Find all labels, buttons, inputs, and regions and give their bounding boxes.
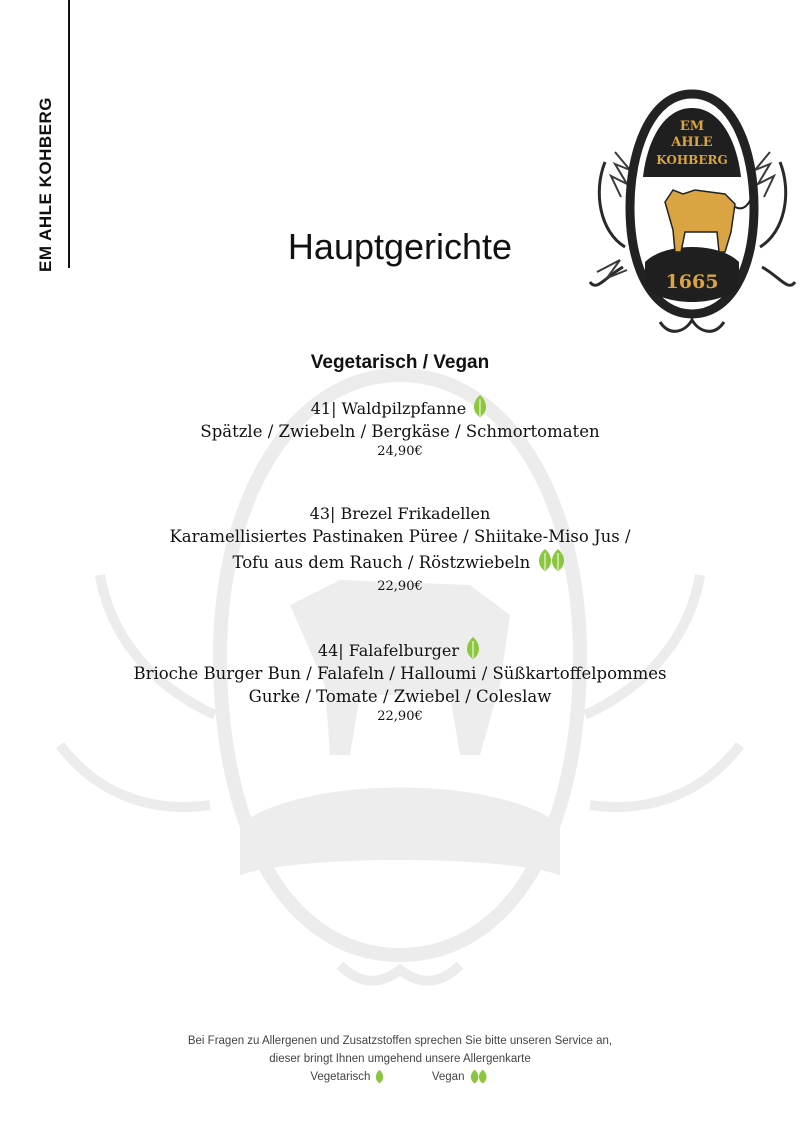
menu-item <box>0 636 800 725</box>
menu-item <box>0 503 800 595</box>
legend-vegetarian <box>310 1068 384 1086</box>
menu-item-price: 22,90€ <box>377 579 423 594</box>
leaf-icon <box>471 394 489 418</box>
logo-arch-line-1: EM <box>679 119 705 134</box>
legend-vegan-label: Vegan <box>431 1071 465 1083</box>
menu-item-description: Brioche Burger Bun / Falafeln / Halloumi / Süßkartoffelpommes <box>133 664 667 683</box>
menu-item-description: Karamellisiertes Pastinaken Püree / Shiitake-Miso Jus / <box>169 527 631 546</box>
double-leaf-icon <box>536 548 568 572</box>
menu-item-description: Tofu aus dem Rauch / Röstzwiebeln <box>232 553 531 572</box>
menu-item-price: 24,90€ <box>377 444 423 459</box>
brand-vertical-text: EM AHLE KOHBERG <box>36 97 55 272</box>
allergen-note-line-2: dieser bringt Ihnen umgehend unsere Allergenkarte <box>269 1053 531 1065</box>
logo-year: 1665 <box>665 271 719 293</box>
leaf-icon <box>464 636 482 660</box>
menu-item-name: 44| Falafelburger <box>317 641 459 660</box>
logo-arch-line-3: KOHBERG <box>656 153 728 167</box>
allergen-note-line-1: Bei Fragen zu Allergenen und Zusatzstoffen sprechen Sie bitte unseren Service an, <box>187 1035 613 1047</box>
diet-legend <box>0 1068 800 1086</box>
page-title: Hauptgerichte <box>287 226 513 267</box>
menu-item-price: 22,90€ <box>377 709 423 724</box>
logo-arch-line-2: AHLE <box>671 135 713 150</box>
leaf-icon <box>374 1069 385 1084</box>
menu-item-name: 43| Brezel Frikadellen <box>309 504 491 523</box>
double-leaf-icon <box>468 1069 490 1084</box>
allergen-note <box>0 1032 800 1086</box>
menu-item <box>0 394 800 460</box>
menu-item-name: 41| Waldpilzpfanne <box>310 399 467 418</box>
menu-item-description: Gurke / Tomate / Zwiebel / Coleslaw <box>248 687 552 706</box>
legend-vegan <box>432 1068 490 1086</box>
restaurant-logo <box>585 82 800 342</box>
legend-vegetarian-label: Vegetarisch <box>310 1071 371 1083</box>
section-title: Vegetarisch / Vegan <box>310 352 490 373</box>
menu-item-description: Spätzle / Zwiebeln / Bergkäse / Schmortomaten <box>200 422 600 441</box>
